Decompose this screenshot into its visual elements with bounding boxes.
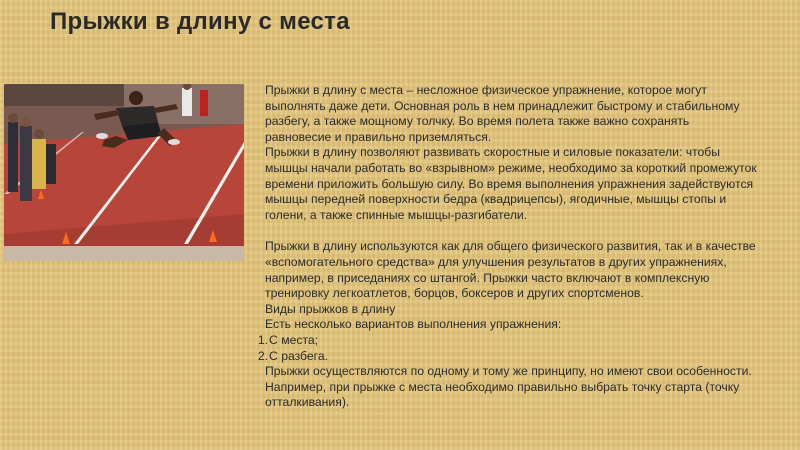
text-line: Прыжки осуществляются по одному и тому же принципу, но имеют свои особенности. — [265, 364, 752, 379]
list-item — [257, 348, 799, 365]
text-line: равновесие и правильно приземляться. — [265, 129, 492, 144]
text-line: «вспомогательного средства» для улучшения результатов в других упражнениях, — [265, 254, 727, 269]
text-line: Есть несколько вариантов выполнения упражнения: — [265, 317, 562, 332]
text-line: тренировку легкоатлетов, борцов, боксеров и других спортсменов. — [265, 286, 644, 301]
list-number: 1. — [257, 332, 268, 347]
text-line: Например, при прыжке с места необходимо правильно выбрать точку старта (точку — [265, 379, 740, 394]
text-line: разбегу, а также мощному толчку. Во время полета также важно сохранять — [265, 114, 690, 129]
text-line: выполнять даже дети. Основная роль в нем принадлежит быстрому и стабильному — [265, 98, 740, 113]
section-heading: Виды прыжков в длину — [265, 301, 396, 316]
list-text: С разбега. — [269, 348, 329, 363]
text-line: голени, а также спинные мышцы-разгибатели. — [265, 207, 528, 222]
text-line: Прыжки в длину используются как для общего физического развития, так и в качестве — [265, 239, 756, 254]
text-line: Прыжки в длину с места – несложное физическое упражнение, которое могут — [265, 83, 707, 97]
text-line: отталкивания). — [265, 395, 350, 410]
list-item — [257, 332, 799, 349]
text-line: мышцы начали работать во «взрывном» режиме, необходимо за короткий промежуток — [265, 160, 757, 175]
long-jump-photo — [4, 84, 244, 261]
text-line: времени приложить большую силу. Во время выполнения упражнения задействуются — [265, 176, 754, 191]
slide-title: Прыжки в длину с места — [50, 8, 350, 35]
text-line: Прыжки в длину позволяют развивать скоростные и силовые показатели: чтобы — [265, 145, 721, 160]
text-line: например, в приседаниях со штангой. Прыжки часто включают в комплексную — [265, 270, 710, 285]
list-text: С места; — [269, 332, 319, 347]
text-line: мышцы передней поверхности бедра (квадрицепсы), ягодичные, мышцы стопы и — [265, 192, 727, 207]
slide-body-text — [257, 83, 799, 411]
list-number: 2. — [257, 348, 268, 363]
paragraph-gap — [265, 223, 799, 239]
